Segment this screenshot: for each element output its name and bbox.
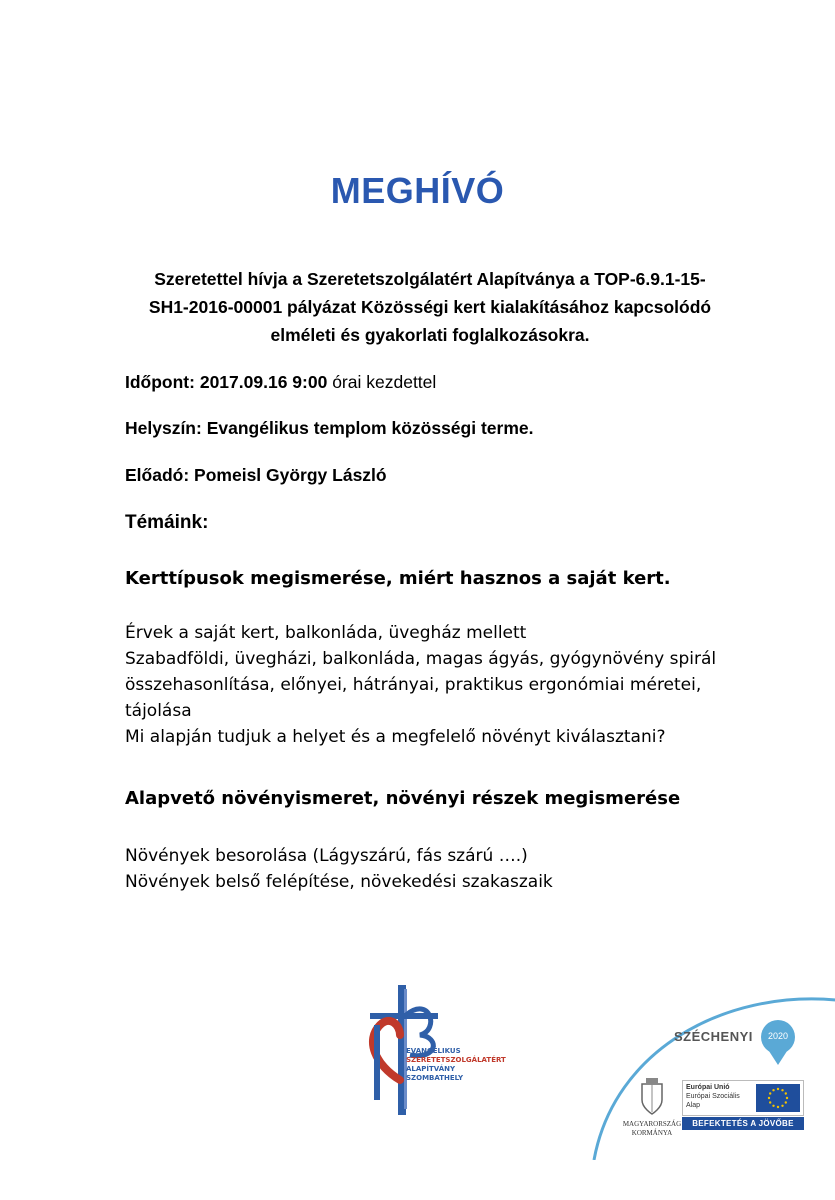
foundation-logo-line: SZERETETSZOLGÁLATÉRT bbox=[406, 1056, 506, 1064]
government-line-2: KORMÁNYA bbox=[631, 1129, 673, 1137]
topics-heading: Témáink: bbox=[125, 512, 209, 533]
section1-line: Érvek a saját kert, balkonláda, üvegház mellett bbox=[125, 623, 527, 643]
section2-line: Növények besorolása (Lágyszárú, fás szárú ….) bbox=[125, 846, 528, 866]
szechenyi-year: 2020 bbox=[767, 1031, 789, 1041]
section1-body bbox=[125, 620, 765, 750]
section2-body bbox=[125, 843, 765, 895]
place-value: Evangélikus templom közösségi terme. bbox=[206, 418, 534, 438]
government-label bbox=[614, 1120, 690, 1138]
speaker-row bbox=[125, 465, 387, 486]
page-title: MEGHÍVÓ bbox=[330, 170, 505, 211]
intro-line-3: elméleti és gyakorlati foglalkozásokra. bbox=[270, 325, 590, 345]
section2-heading: Alapvető növényismeret, növényi részek megismerése bbox=[125, 788, 681, 809]
speaker-value: Pomeisl György László bbox=[194, 465, 387, 485]
time-row bbox=[125, 372, 436, 393]
section1-line: tájolása bbox=[125, 701, 192, 721]
section1-line: Mi alapján tudjuk a helyet és a megfelelő növényt kiválasztani? bbox=[125, 727, 666, 747]
investment-banner: BEFEKTETÉS A JÖVŐBE bbox=[682, 1117, 804, 1130]
foundation-logo bbox=[360, 985, 510, 1115]
place-label: Helyszín: bbox=[125, 418, 202, 438]
szechenyi-logo bbox=[574, 990, 835, 1160]
eu-line-1: Európai Unió bbox=[686, 1084, 730, 1091]
eu-line-3: Alap bbox=[686, 1102, 701, 1109]
section1-line: összehasonlítása, előnyei, hátrányai, praktikus ergonómiai méretei, bbox=[125, 675, 702, 695]
government-line-1: MAGYARORSZÁG bbox=[622, 1120, 682, 1128]
coat-of-arms-icon bbox=[632, 1076, 672, 1116]
intro-line-1: Szeretettel hívja a Szeretetszolgálatért Alapítványa a TOP-6.9.1-15- bbox=[154, 269, 706, 289]
eu-flag-icon bbox=[756, 1084, 800, 1112]
time-value: 2017.09.16 9:00 bbox=[199, 372, 328, 392]
eu-text bbox=[686, 1083, 740, 1110]
section1-heading: Kerttípusok megismerése, miért hasznos a saját kert. bbox=[125, 568, 671, 589]
section2-line: Növények belső felépítése, növekedési szakaszaik bbox=[125, 872, 553, 892]
section1-line: Szabadföldi, üvegházi, balkonláda, magas ágyás, gyógynövény spirál bbox=[125, 649, 717, 669]
szechenyi-brand: SZÉCHENYI bbox=[674, 1029, 753, 1044]
intro-line-2: SH1-2016-00001 pályázat Közösségi kert kialakításához kapcsolódó bbox=[148, 297, 712, 317]
intro-text bbox=[110, 265, 750, 349]
speaker-label: Előadó: bbox=[125, 465, 190, 485]
time-suffix: órai kezdettel bbox=[332, 372, 437, 392]
foundation-logo-text bbox=[406, 1047, 506, 1083]
time-label: Időpont: bbox=[125, 372, 195, 392]
eu-line-2: Európai Szociális bbox=[686, 1093, 740, 1100]
place-row bbox=[125, 418, 533, 439]
foundation-logo-line: ALAPÍTVÁNY bbox=[406, 1065, 456, 1073]
foundation-logo-line: SZOMBATHELY bbox=[406, 1074, 464, 1082]
foundation-logo-line: EVANGÉLIKUS bbox=[406, 1047, 461, 1055]
eu-box bbox=[682, 1080, 804, 1116]
